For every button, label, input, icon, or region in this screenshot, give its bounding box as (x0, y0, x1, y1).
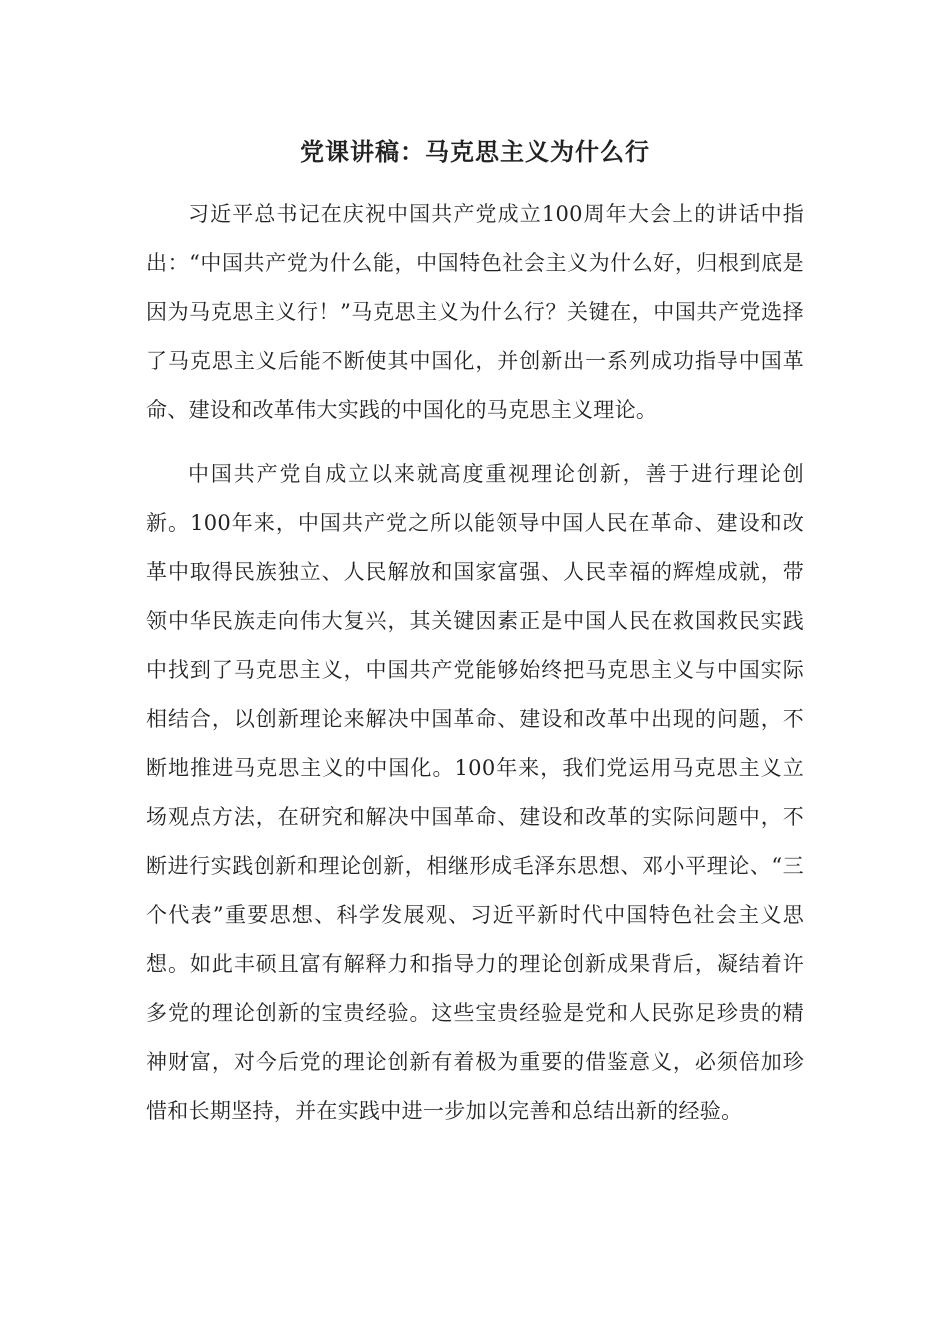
paragraph-1: 习近平总书记在庆祝中国共产党成立100周年大会上的讲话中指出：“中国共产党为什么能，中国特色社会主义为什么好，归根到底是因为马克思主义行！”马克思主义为什么行？关键在，中国共产党选择了马克思主义后能不断使其中国化，并创新出一系列成功指导中国革命、建设和改革伟大实践的中国化的马克思主义理论。 (146, 202, 804, 422)
document-title: 党课讲稿：马克思主义为什么行 (300, 137, 650, 166)
paragraph-2: 中国共产党自成立以来就高度重视理论创新，善于进行理论创新。100年来，中国共产党之所以能领导中国人民在革命、建设和改革中取得民族独立、人民解放和国家富强、人民幸福的辉煌成就，带领中华民族走向伟大复兴，其关键因素正是中国人民在救国救民实践中找到了马克思主义，中国共产党能够始终把马克思主义与中国实际相结合，以创新理论来解决中国革命、建设和改革中出现的问题，不断地推进马克思主义的中国化。100年来，我们党运用马克思主义立场观点方法，在研究和解决中国革命、建设和改革的实际问题中，不断进行实践创新和理论创新，相继形成毛泽东思想、邓小平理论、“三个代表”重要思想、科学发展观、习近平新时代中国特色社会主义思想。如此丰硕且富有解释力和指导力的理论创新成果背后，凝结着许多党的理论创新的宝贵经验。这些宝贵经验是党和人民弥足珍贵的精神财富，对今后党的理论创新有着极为重要的借鉴意义，必须倍加珍惜和长期坚持，并在实践中进一步加以完善和总结出新的经验。 (146, 462, 804, 1123)
